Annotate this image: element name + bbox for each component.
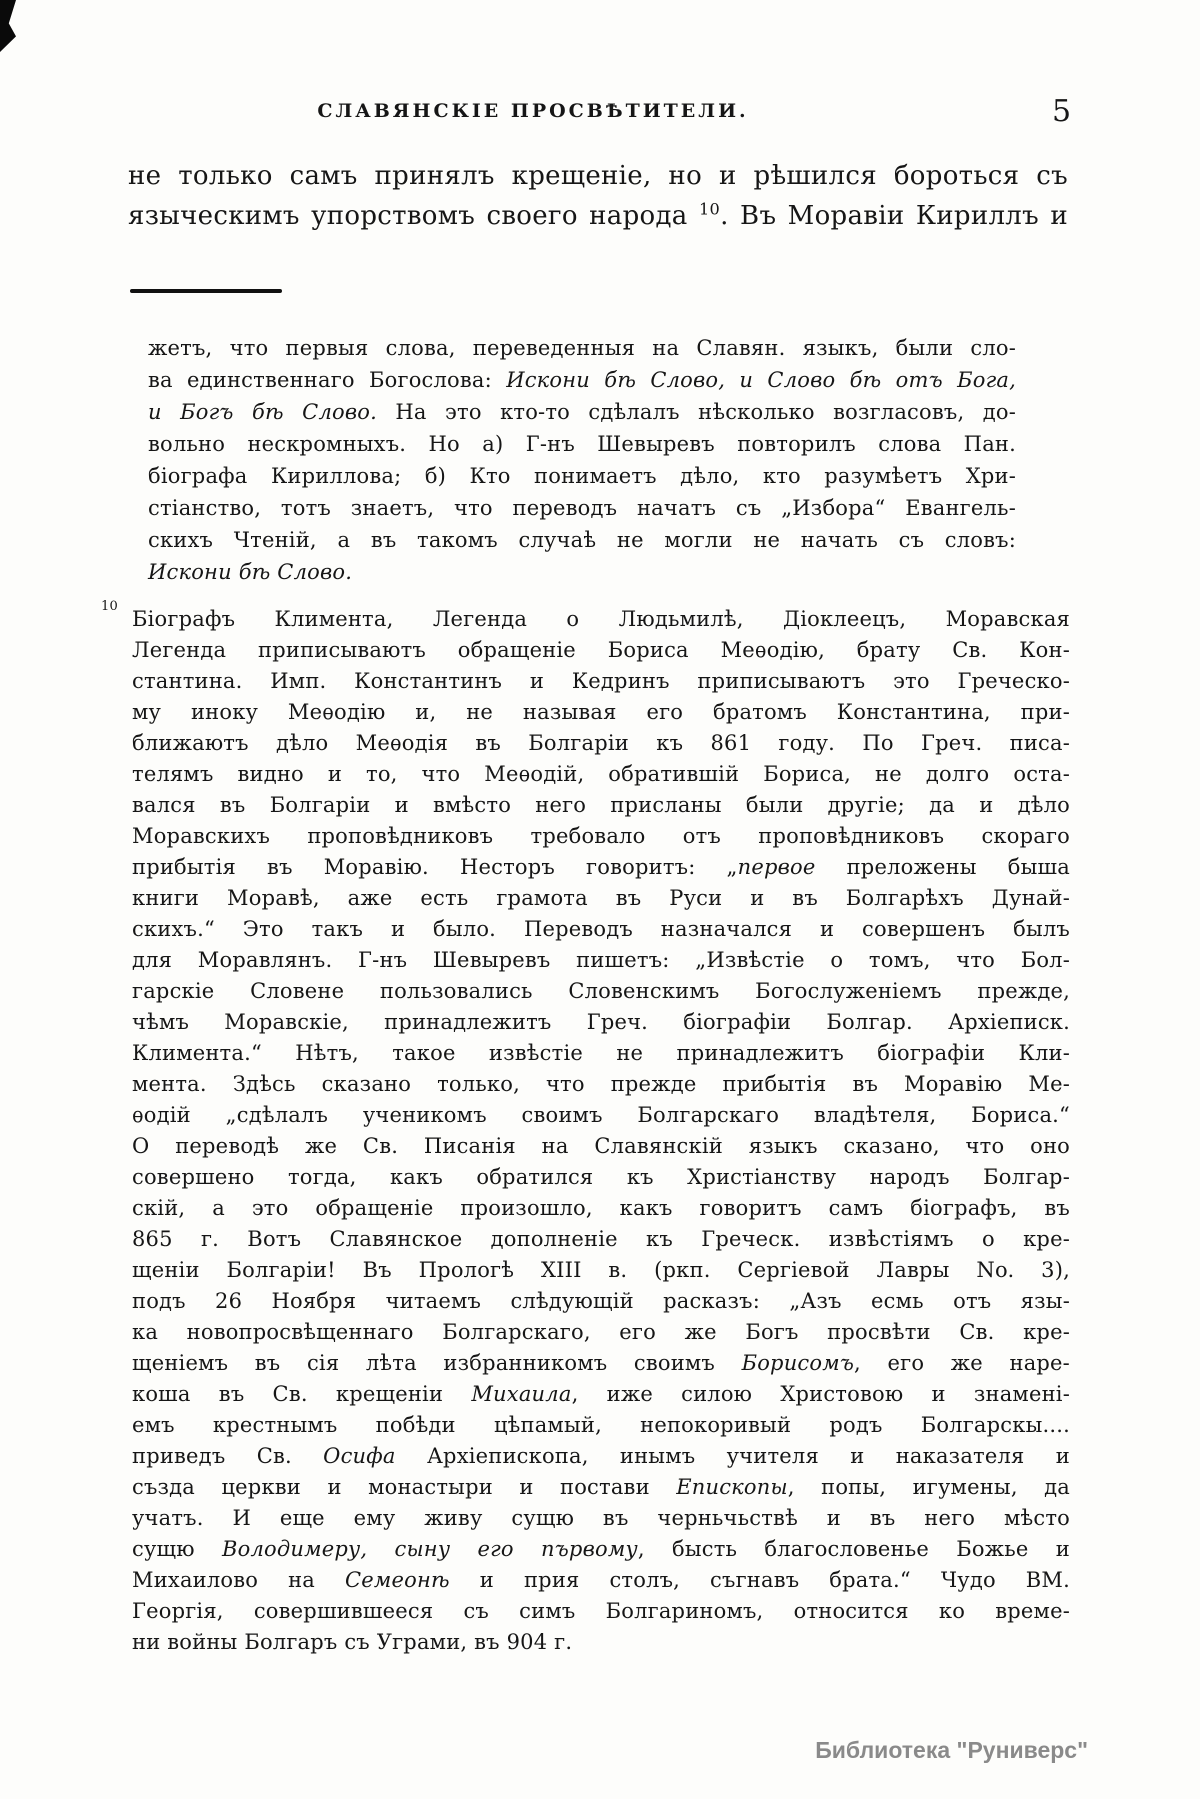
text-segment: Искони бѣ Слово, и Слово бѣ отъ Бога,: [506, 368, 1016, 392]
text-line: [148, 332, 1016, 364]
text-segment: , попы, игумены, да: [787, 1475, 1071, 1499]
scan-corner-artifact: [0, 0, 16, 52]
text-line: [128, 196, 1068, 236]
text-segment: подъ 26 Ноября читаемъ слѣдующій расказъ: „Азъ есмь отъ язы-: [132, 1289, 1070, 1313]
text-segment: стіанство, тотъ знаетъ, что переводъ начатъ съ „Избора“ Евангель-: [148, 496, 1016, 520]
text-segment: телямъ видно и то, что Меѳодій, обратившій Бориса, не долго оста-: [132, 762, 1070, 786]
text-segment: совершено тогда, какъ обратился къ Христіанству народъ Болгар-: [132, 1165, 1070, 1189]
text-segment: жетъ, что первыя слова, переведенныя на Славян. языкъ, были сло-: [148, 336, 1016, 360]
text-line: [148, 364, 1016, 396]
text-segment: приведъ Св.: [132, 1444, 324, 1468]
text-line: [132, 759, 1070, 790]
text-line: [132, 1441, 1070, 1472]
text-segment: Осифа: [323, 1444, 396, 1468]
text-line: [132, 1286, 1070, 1317]
text-segment: , иже силою Христовою и знамені-: [571, 1382, 1070, 1406]
text-line: [132, 1069, 1070, 1100]
text-segment: Георгія, совершившееся съ симъ Болгариномъ, относится ко време-: [132, 1599, 1070, 1623]
text-line: [132, 1255, 1070, 1286]
text-segment: Легенда приписываютъ обращеніе Бориса Меѳодію, брату Св. Кон-: [132, 638, 1070, 662]
text-segment: и Богъ бѣ Слово.: [148, 400, 377, 424]
text-segment: На это кто-то сдѣлалъ нѣсколько возгласовъ, до-: [377, 400, 1016, 424]
text-segment: не только самъ принялъ крещеніе, но и рѣшился бороться съ: [128, 161, 1068, 191]
text-line: [132, 1224, 1070, 1255]
text-line: [132, 1596, 1070, 1627]
text-segment: сущю: [132, 1537, 222, 1561]
text-segment: ближаютъ дѣло Меѳодія въ Болгаріи къ 861 году. По Греч. писа-: [132, 731, 1070, 755]
text-segment: Михаила: [471, 1382, 572, 1406]
footnote-separator-rule: [130, 289, 282, 293]
text-segment: щеніи Болгаріи! Въ Прологѣ XIII в. (ркп. Сергіевой Лавры No. 3),: [132, 1258, 1070, 1282]
text-line: [132, 1565, 1070, 1596]
text-segment: скій, а это обращеніе произошло, какъ говоритъ самъ біографъ, въ: [132, 1196, 1070, 1220]
text-segment: емъ крестнымъ побѣди цѣпамый, непокоривый родъ Болгарскы....: [132, 1413, 1070, 1437]
main-text-paragraph: [128, 156, 1068, 236]
text-segment: ни войны Болгаръ съ Уграми, въ 904 г.: [132, 1630, 573, 1654]
text-segment: щеніемъ въ сія лѣта избранникомъ своимъ: [132, 1351, 742, 1375]
text-line: [132, 1193, 1070, 1224]
text-line: [148, 524, 1016, 556]
text-segment: вался въ Болгаріи и вмѣсто него присланы были другіе; да и дѣло: [132, 793, 1070, 817]
text-segment: Искони бѣ Слово.: [148, 560, 353, 584]
text-segment: , его же наре-: [854, 1351, 1070, 1375]
running-header-title: СЛАВЯНСКІЕ ПРОСВѢТИТЕЛИ.: [317, 100, 749, 122]
text-segment: му иноку Меѳодію и, не называя его братомъ Константина, при-: [132, 700, 1070, 724]
text-segment: ка новопросвѣщеннаго Болгарскаго, его же Богъ просвѣти Св. кре-: [132, 1320, 1070, 1344]
text-segment: Климента.“ Нѣтъ, такое извѣстіе не принадлежитъ біографіи Кли-: [132, 1041, 1070, 1065]
text-segment: книги Моравѣ, аже есть грамота въ Руси и въ Болгарѣхъ Дунай-: [132, 886, 1070, 910]
text-segment: Архіепископа, инымъ учителя и наказателя и: [395, 1444, 1070, 1468]
text-segment: гарскіе Словене пользовались Словенскимъ Богослуженіемъ прежде,: [132, 979, 1070, 1003]
text-segment: коша въ Св. крещеніи: [132, 1382, 472, 1406]
text-line: [148, 460, 1016, 492]
text-line: [132, 883, 1070, 914]
text-segment: Борисомъ: [741, 1351, 855, 1375]
text-segment: Моравскихъ проповѣдниковъ требовало отъ проповѣдниковъ скораго: [132, 824, 1070, 848]
text-line: [148, 556, 1016, 588]
text-segment: О переводѣ же Св. Писанія на Славянскій языкъ сказано, что оно: [132, 1134, 1070, 1158]
library-watermark: Библиотека "Руниверс": [815, 1737, 1088, 1763]
text-segment: для Моравлянъ. Г-нъ Шевыревъ пишетъ: „Извѣстіе о томъ, что Бол-: [132, 948, 1070, 972]
text-segment: ва единственнаго Богослова:: [148, 368, 507, 392]
text-segment: вольно нескромныхъ. Но а) Г-нъ Шевыревъ повторилъ слова Пан.: [148, 432, 1016, 456]
text-line: [132, 1100, 1070, 1131]
text-segment: Володимеру, сыну его първому: [222, 1537, 638, 1561]
text-line: [132, 666, 1070, 697]
text-line: [148, 396, 1016, 428]
text-line: [132, 1410, 1070, 1441]
text-segment: скихъ.“ Это такъ и было. Переводъ назначался и совершенъ былъ: [132, 917, 1070, 941]
text-segment: и прия столъ, съгнавъ брата.“ Чудо ВМ.: [449, 1568, 1071, 1592]
text-segment: Семеонѣ: [345, 1568, 450, 1592]
text-segment: біографа Кириллова; б) Кто понимаетъ дѣло, кто разумѣетъ Хри-: [148, 464, 1016, 488]
text-line: [132, 1534, 1070, 1565]
text-line: [132, 1131, 1070, 1162]
text-line: [132, 976, 1070, 1007]
text-line: [148, 492, 1016, 524]
text-segment: языческимъ упорствомъ своего народа: [128, 201, 699, 231]
text-line: [132, 790, 1070, 821]
text-line: [132, 1627, 1070, 1658]
text-segment: Епископы: [676, 1475, 788, 1499]
text-line: [132, 635, 1070, 666]
text-line: [132, 1007, 1070, 1038]
text-line: [132, 697, 1070, 728]
text-line: [132, 1348, 1070, 1379]
text-line: 10 Біографъ Климента, Легенда о Людьмилѣ, Діоклеецъ, Моравская: [101, 599, 1070, 631]
text-segment: мента. Здѣсь сказано только, что прежде прибытія въ Моравію Ме-: [132, 1072, 1070, 1096]
text-line: [132, 1162, 1070, 1193]
text-line: [132, 1472, 1070, 1503]
text-line: [128, 156, 1068, 196]
text-line: [132, 1317, 1070, 1348]
text-line: [132, 914, 1070, 945]
text-line: [132, 852, 1070, 883]
text-line: [132, 728, 1070, 759]
footnote-continuation-block: [148, 332, 1016, 588]
text-segment: ѳодій „сдѣлалъ ученикомъ своимъ Болгарскаго владѣтеля, Бориса.“: [132, 1103, 1070, 1127]
text-line: [132, 1503, 1070, 1534]
text-segment: первое: [737, 855, 816, 879]
text-line: [132, 1379, 1070, 1410]
text-segment: , бысть благословенье Божье и: [637, 1537, 1070, 1561]
text-line: [148, 428, 1016, 460]
page-number: 5: [1052, 94, 1072, 129]
text-segment: прибытія въ Моравію. Несторъ говоритъ: „: [132, 855, 738, 879]
text-segment: . Въ Моравіи Кириллъ и: [720, 201, 1068, 231]
footnote-marker: 10: [698, 199, 721, 219]
text-line: [132, 821, 1070, 852]
text-segment: чѣмъ Моравскіе, принадлежитъ Греч. біографіи Болгар. Архіеписк.: [132, 1010, 1070, 1034]
text-segment: учатъ. И еще ему живу сущю въ черньчьствѣ и въ него мѣсто: [132, 1506, 1070, 1530]
text-line: [132, 945, 1070, 976]
text-segment: стантина. Имп. Константинъ и Кедринъ приписываютъ это Греческо-: [132, 669, 1070, 693]
text-segment: създа церкви и монастыри и постави: [132, 1475, 677, 1499]
text-segment: Михаилово на: [132, 1568, 346, 1592]
text-segment: скихъ Чтеній, а въ такомъ случаѣ не могли не начать съ словъ:: [148, 528, 1016, 552]
footnote-10-block: [101, 599, 1071, 1658]
text-segment: 865 г. Вотъ Славянское дополненіе къ Греческ. извѣстіямъ о кре-: [132, 1227, 1070, 1251]
text-segment: преложены быша: [815, 855, 1071, 879]
text-line: [132, 1038, 1070, 1069]
text-segment: Біографъ Климента, Легенда о Людьмилѣ, Діоклеецъ, Моравская: [132, 607, 1070, 631]
